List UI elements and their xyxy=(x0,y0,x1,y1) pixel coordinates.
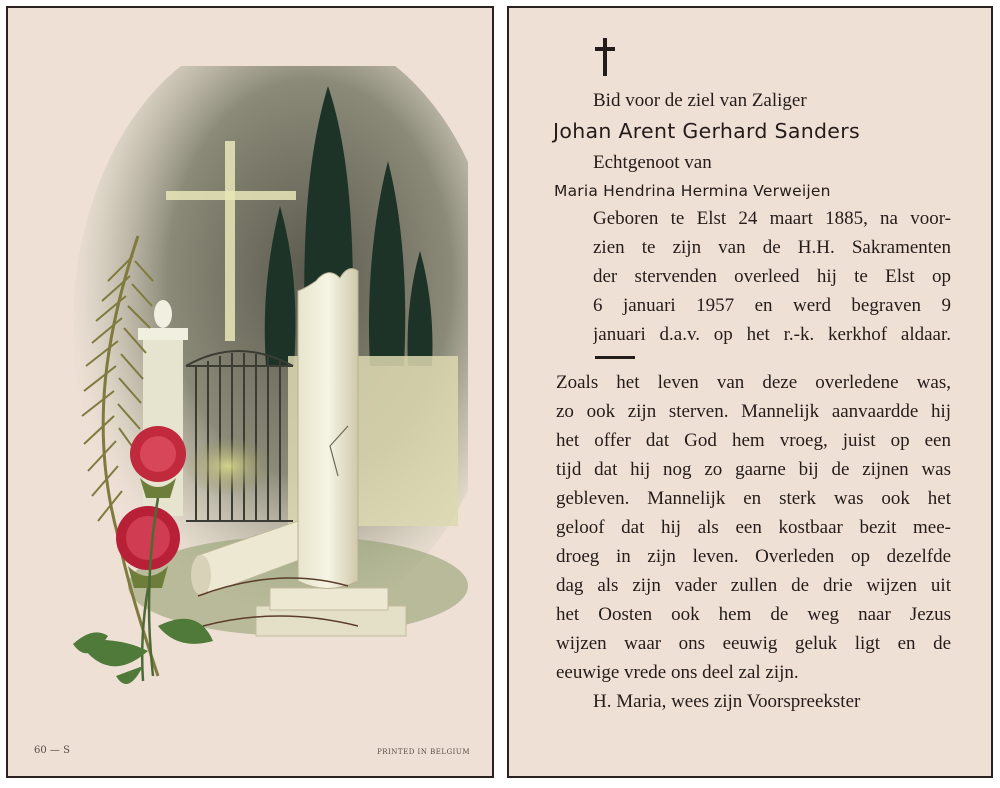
bio-line: 6 januari 1957 en werd begraven 9 xyxy=(593,295,951,316)
text-line: Zoals het leven van deze overledene was, xyxy=(556,372,951,393)
text-line: dag als zijn vader zullen de drie wijzen uit xyxy=(556,575,951,596)
text-line: het offer dat God hem vroeg, juist op een xyxy=(556,430,951,451)
memorial-illustration xyxy=(48,66,468,716)
text-line: droeg in zijn leven. Overleden op dezelfde xyxy=(556,546,951,567)
bio-line: Geboren te Elst 24 maart 1885, na voor- xyxy=(593,208,951,229)
latin-cross-icon xyxy=(593,38,617,76)
bio-line: der stervenden overleed hij te Elst op xyxy=(593,266,951,287)
separator-rule xyxy=(595,356,635,359)
text-line: gebleven. Mannelijk en sterk was ook het xyxy=(556,488,951,509)
text-line: tijd dat hij nog zo gaarne bij de zijnen was xyxy=(556,459,951,480)
text-line: eeuwige vrede ons deel zal zijn. xyxy=(556,662,799,683)
text-line: wijzen waar ons eeuwig geluk ligt en de xyxy=(556,633,951,654)
spouse-name: Maria Hendrina Hermina Verweijen xyxy=(554,182,831,200)
text-line: het Oosten ook hem de weg naar Jezus xyxy=(556,604,951,625)
relation-line: Echtgenoot van xyxy=(593,152,712,173)
text-line: zo ook zijn sterven. Mannelijk aanvaardde hij xyxy=(556,401,951,422)
deceased-name: Johan Arent Gerhard Sanders xyxy=(553,119,860,143)
memorial-card-back xyxy=(507,6,993,778)
intro-line: Bid voor de ziel van Zaliger xyxy=(593,90,807,111)
closing-prayer: H. Maria, wees zijn Voorspreekster xyxy=(593,691,861,712)
print-origin: PRINTED IN BELGIUM xyxy=(377,748,470,756)
bio-line: zien te zijn van de H.H. Sakramenten xyxy=(593,237,951,258)
bio-line: januari d.a.v. op het r.-k. kerkhof aldaar. xyxy=(593,324,951,345)
text-line: geloof dat hij als een kostbaar bezit mee- xyxy=(556,517,951,538)
memorial-card-front xyxy=(6,6,494,778)
print-code: 60 — S xyxy=(34,745,70,756)
